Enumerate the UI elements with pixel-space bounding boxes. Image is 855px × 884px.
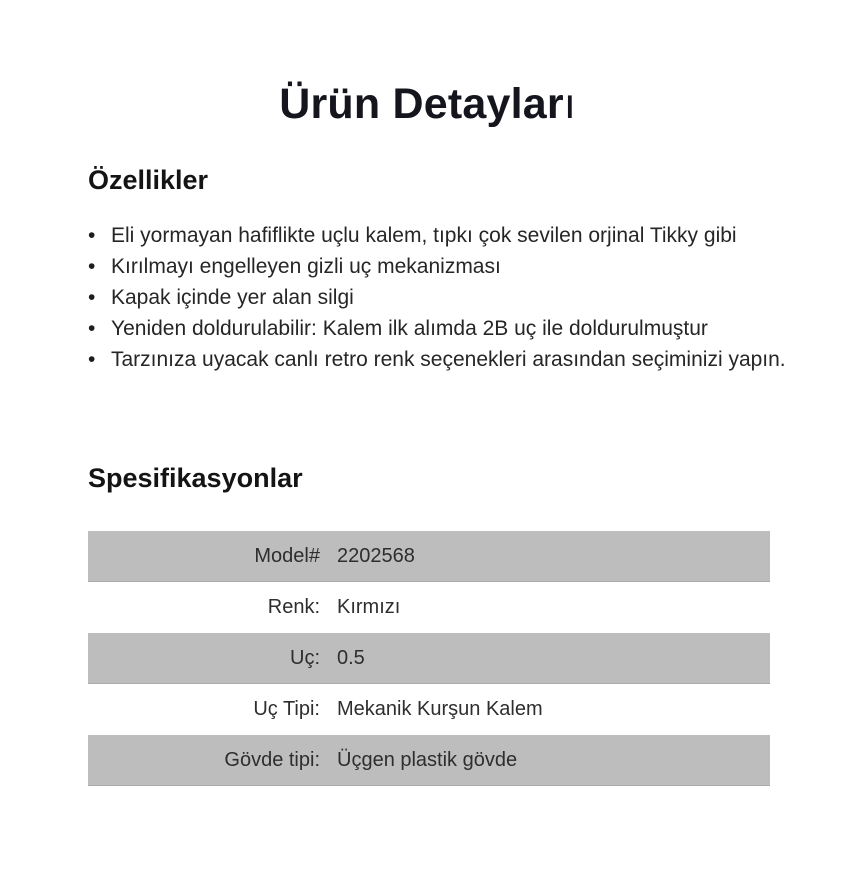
product-details-page	[0, 29, 855, 884]
spec-row	[88, 735, 770, 786]
page-title	[0, 29, 855, 131]
spec-label: Uç:	[290, 647, 320, 670]
specs-heading: Spesifikasyonlar	[88, 463, 303, 494]
spec-row	[88, 582, 770, 633]
page-title-suffix: ı	[563, 79, 576, 128]
spec-value: Kırmızı	[337, 596, 401, 619]
spec-row	[88, 633, 770, 684]
spec-value: Üçgen plastik gövde	[337, 749, 518, 772]
feature-list-item: • Eli yormayan hafiflikte uçlu kalem, tıpkı çok sevilen orjinal Tikky gibi	[88, 220, 815, 251]
feature-list-item: • Yeniden doldurulabilir: Kalem ilk alımda 2B uç ile doldurulmuştur	[88, 313, 815, 344]
spec-label: Renk:	[267, 596, 320, 619]
feature-list-item: • Kapak içinde yer alan silgi	[88, 282, 815, 313]
spec-value: Mekanik Kurşun Kalem	[337, 698, 543, 721]
page-title-main: Ürün Detaylar	[279, 79, 564, 128]
spec-label: Gövde tipi:	[224, 749, 320, 772]
features-heading: Özellikler	[88, 165, 209, 196]
spec-row	[88, 684, 770, 735]
spec-row	[88, 531, 770, 582]
spec-label: Model#	[254, 545, 320, 568]
spec-value: 0.5	[337, 647, 365, 670]
specs-table	[88, 531, 770, 786]
feature-list-item: • Tarzınıza uyacak canlı retro renk seçenekleri arasından seçiminizi yapın.	[88, 344, 815, 375]
feature-list-item: • Kırılmayı engelleyen gizli uç mekanizması	[88, 251, 815, 282]
features-list	[88, 220, 815, 375]
spec-label: Uç Tipi:	[253, 698, 320, 721]
spec-value: 2202568	[337, 545, 415, 568]
